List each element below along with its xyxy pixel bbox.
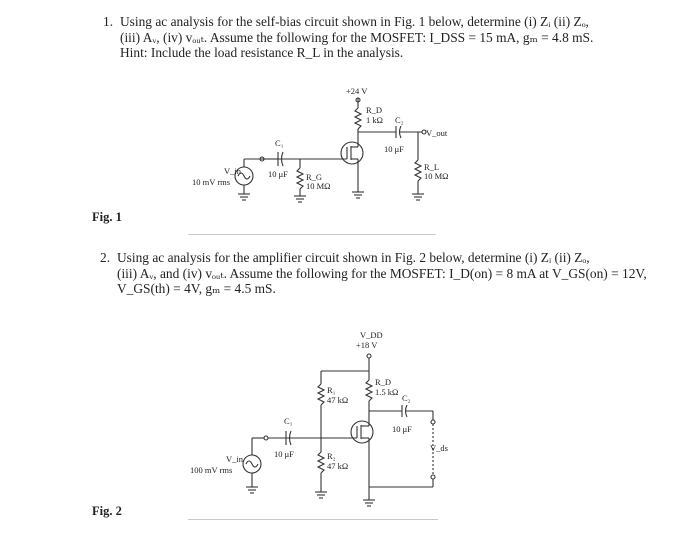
figure-2-caption: Fig. 2 <box>92 504 122 518</box>
fig2-rd-name: R_D <box>375 377 392 387</box>
fig2-supply-name: V_DD <box>360 330 383 340</box>
fig1-c2-value: 10 μF <box>384 144 404 154</box>
question-1-line-1: Using ac analysis for the self-bias circuit shown in Fig. 1 below, determine (i) Zᵢ (ii) Zₒ, <box>120 14 589 29</box>
fig1-vin-name: V_in <box>224 166 241 176</box>
fig1-rd-name: R_D <box>366 105 383 115</box>
fig1-vin-value: 10 mV rms <box>192 177 231 187</box>
fig2-rd-value: 1.5 kΩ <box>375 387 399 397</box>
fig2-vds-label: V_ds <box>430 443 448 453</box>
fig1-rg-value: 10 MΩ <box>306 181 331 191</box>
fig1-c1-value: 10 μF <box>268 169 288 179</box>
question-1-line-2: (iii) Aᵥ, (iv) vₒᵤₜ. Assume the following for the MOSFET: I_DSS = 15 mA, gₘ = 4.8 mS. <box>120 29 594 45</box>
fig2-vin-value: 100 mV rms <box>190 465 233 475</box>
fig2-c2-value: 10 μF <box>392 424 412 434</box>
question-2-line-2: (iii) Aᵥ, and (iv) vₒᵤₜ. Assume the following for the MOSFET: I_D(on) = 8 mA at V_GS(on) = 12V, <box>117 265 647 281</box>
fig2-c1-name: C₁ <box>284 416 293 426</box>
question-1-line-3: Hint: Include the load resistance R_L in the analysis. <box>120 45 404 60</box>
question-1-number: 1. <box>103 14 114 29</box>
fig1-c2-name: C₂ <box>395 115 404 125</box>
fig1-rl-value: 10 MΩ <box>424 171 449 181</box>
fig2-r2-name: R₂ <box>327 451 336 461</box>
figure-1-caption-rule <box>188 234 436 235</box>
question-2-line-3: V_GS(th) = 4V, gₘ = 4.5 mS. <box>117 281 276 296</box>
question-2-number: 2. <box>100 250 111 265</box>
question-2 <box>100 250 647 297</box>
fig1-rd-value: 1 kΩ <box>366 115 383 125</box>
fig1-c1-name: C₁ <box>275 138 284 148</box>
fig2-r1-name: R₁ <box>327 385 336 395</box>
fig2-c1-value: 10 μF <box>274 449 294 459</box>
figure-1-caption: Fig. 1 <box>92 210 122 224</box>
fig2-c2-name: C₂ <box>402 393 411 403</box>
fig1-rg-name: R_G <box>306 172 323 182</box>
fig2-vin-name: V_in <box>226 454 243 464</box>
fig2-supply-value: +18 V <box>356 340 378 350</box>
fig2-r1-value: 47 kΩ <box>327 395 349 405</box>
fig2-r2-value: 47 kΩ <box>327 461 349 471</box>
fig1-supply-label: +24 V <box>346 86 368 96</box>
fig1-rl-name: R_L <box>424 162 440 172</box>
fig1-vout-label: V_out <box>426 128 448 138</box>
question-2-line-1: Using ac analysis for the amplifier circuit shown in Fig. 2 below, determine (i) Zᵢ (ii) Zₒ, <box>117 250 590 265</box>
figure-2-caption-rule <box>188 519 438 520</box>
